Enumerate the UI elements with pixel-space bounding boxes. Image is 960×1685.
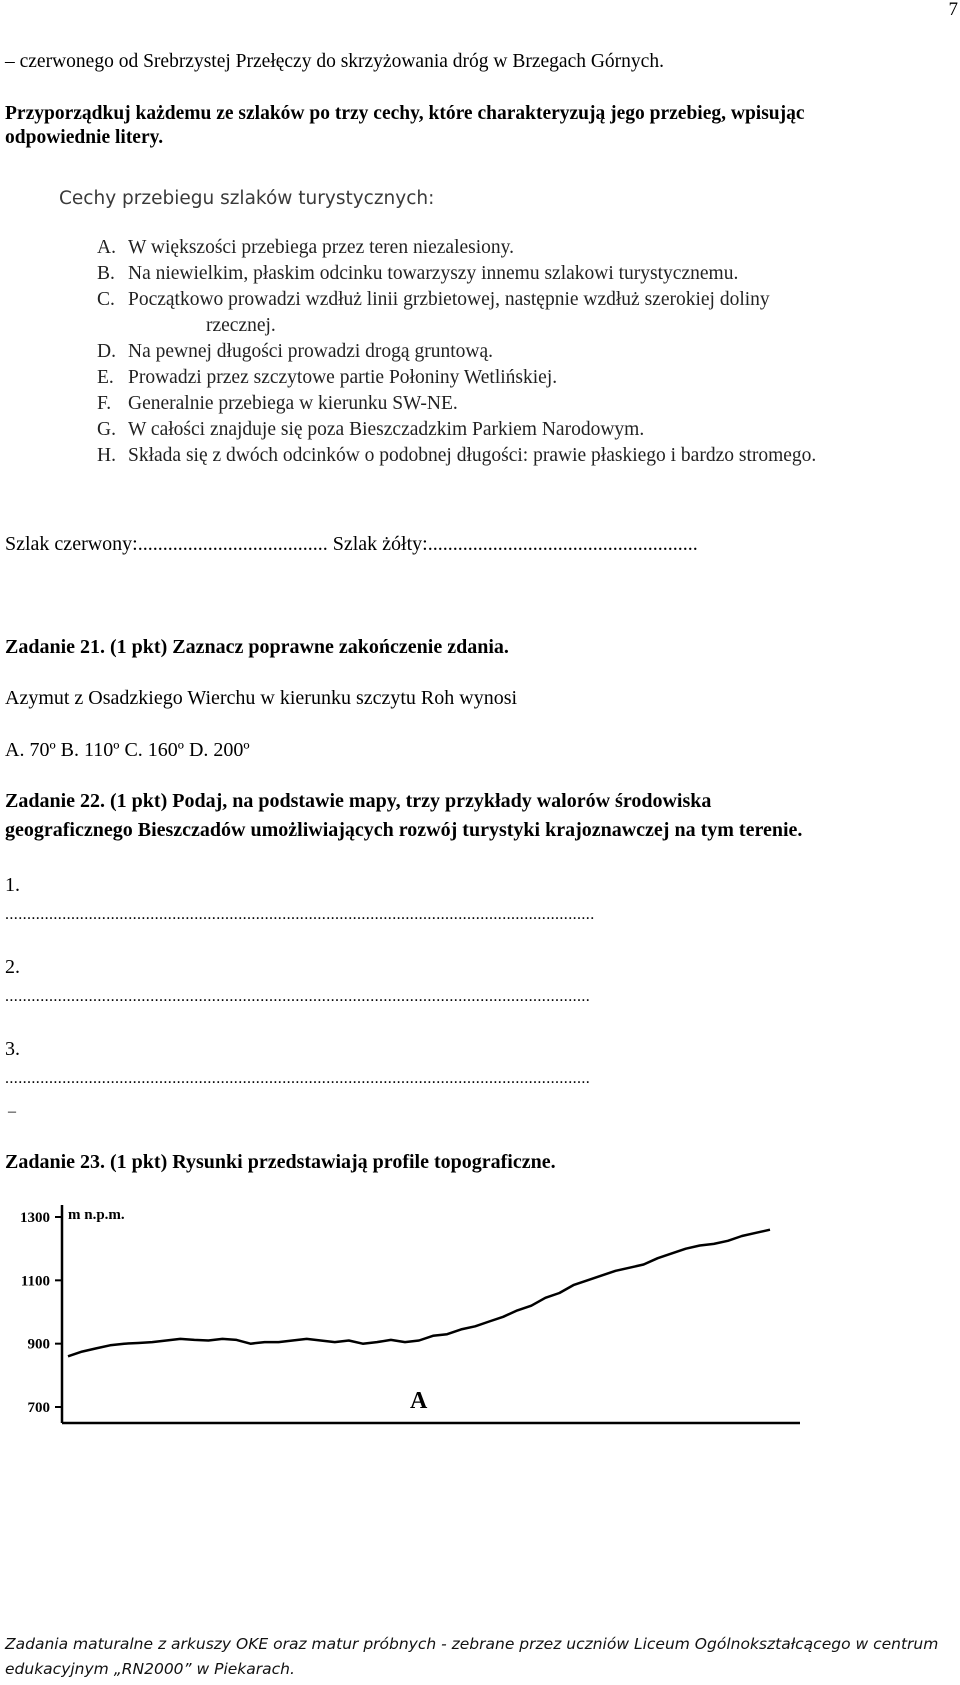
unit-label: m n.p.m. [68,1207,125,1223]
feature-letter: F. [97,393,112,414]
y-tick-label: 700 [27,1400,50,1416]
task22-title-line1: Zadanie 22. (1 pkt) Podaj, na podstawie mapy, trzy przykłady walorów środowiska [5,790,712,812]
feature-letter: G. [97,419,116,440]
intro-line: – czerwonego od Srebrzystej Przełęczy do skrzyżowania dróg w Brzegach Górnych. [5,51,664,72]
answer-line: Szlak czerwony:...................................... Szlak żółty:...................................................... [5,533,698,555]
page-number: 7 [948,0,958,20]
feature-text: Na niewielkim, płaskim odcinku towarzyszy innemu szlakowi turystycznemu. [128,263,739,284]
task-instruction-line2: odpowiednie litery. [5,127,164,148]
feature-letter: E. [97,367,114,388]
y-tick-label: 1100 [20,1273,50,1290]
footer-line1: Zadania maturalne z arkuszy OKE oraz matur próbnych - zebrane przez uczniów Liceum Ogólnokształcącego w centrum [5,1635,939,1653]
feature-letter: C. [97,289,115,310]
answer-dots: ...................................................................................................................................... [5,906,595,923]
task-instruction-line1: Przyporządkuj każdemu ze szlaków po trzy cechy, które charakteryzują jego przebieg, wpisując [5,103,805,124]
task21-options: A. 70º B. 110º C. 160º D. 200º [5,739,250,761]
answer-number: 1. [5,874,20,896]
answer-number: 2. [5,956,20,978]
profile-line [68,1230,770,1357]
y-tick-label: 1300 [20,1210,50,1226]
feature-text: Na pewnej długości prowadzi drogą gruntową. [128,341,493,362]
feature-letter: A. [97,237,116,258]
y-tick-label: 900 [27,1336,50,1353]
profile-label: A [410,1388,428,1414]
feature-text: W całości znajduje się poza Bieszczadzkim Parkiem Narodowym. [128,419,645,440]
feature-text-continuation: rzecznej. [206,315,276,336]
feature-text: Prowadzi przez szczytowe partie Połoniny Wetlińskiej. [128,367,558,388]
topographic-profile-chart [0,1195,960,1455]
answer-dots: ..................................................................................................................................... [5,988,591,1005]
feature-letter: H. [97,445,116,466]
answer-dots: ..................................................................................................................................... [5,1070,591,1087]
feature-text: Początkowo prowadzi wzdłuż linii grzbietowej, następnie wzdłuż szerokiej doliny [128,289,770,310]
stray-dash: – [8,1103,16,1120]
footer-line2: edukacyjnym „RN2000” w Piekarach. [5,1660,295,1678]
feature-text: Składa się z dwóch odcinków o podobnej długości: prawie płaskiego i bardzo stromego. [128,445,817,466]
task22-title-line2: geograficznego Bieszczadów umożliwiających rozwój turystyki krajoznawczej na tym terenie. [5,819,803,841]
answer-number: 3. [5,1038,20,1060]
feature-letter: D. [97,341,116,362]
feature-letter: B. [97,263,115,284]
task23-title: Zadanie 23. (1 pkt) Rysunki przedstawiają profile topograficzne. [5,1151,556,1173]
feature-text: Generalnie przebiega w kierunku SW-NE. [128,393,458,414]
task21-title: Zadanie 21. (1 pkt) Zaznacz poprawne zakończenie zdania. [5,636,509,658]
features-heading: Cechy przebiegu szlaków turystycznych: [59,188,435,209]
task21-question: Azymut z Osadzkiego Wierchu w kierunku szczytu Roh wynosi [5,687,518,709]
feature-text: W większości przebiega przez teren niezalesiony. [128,237,515,258]
